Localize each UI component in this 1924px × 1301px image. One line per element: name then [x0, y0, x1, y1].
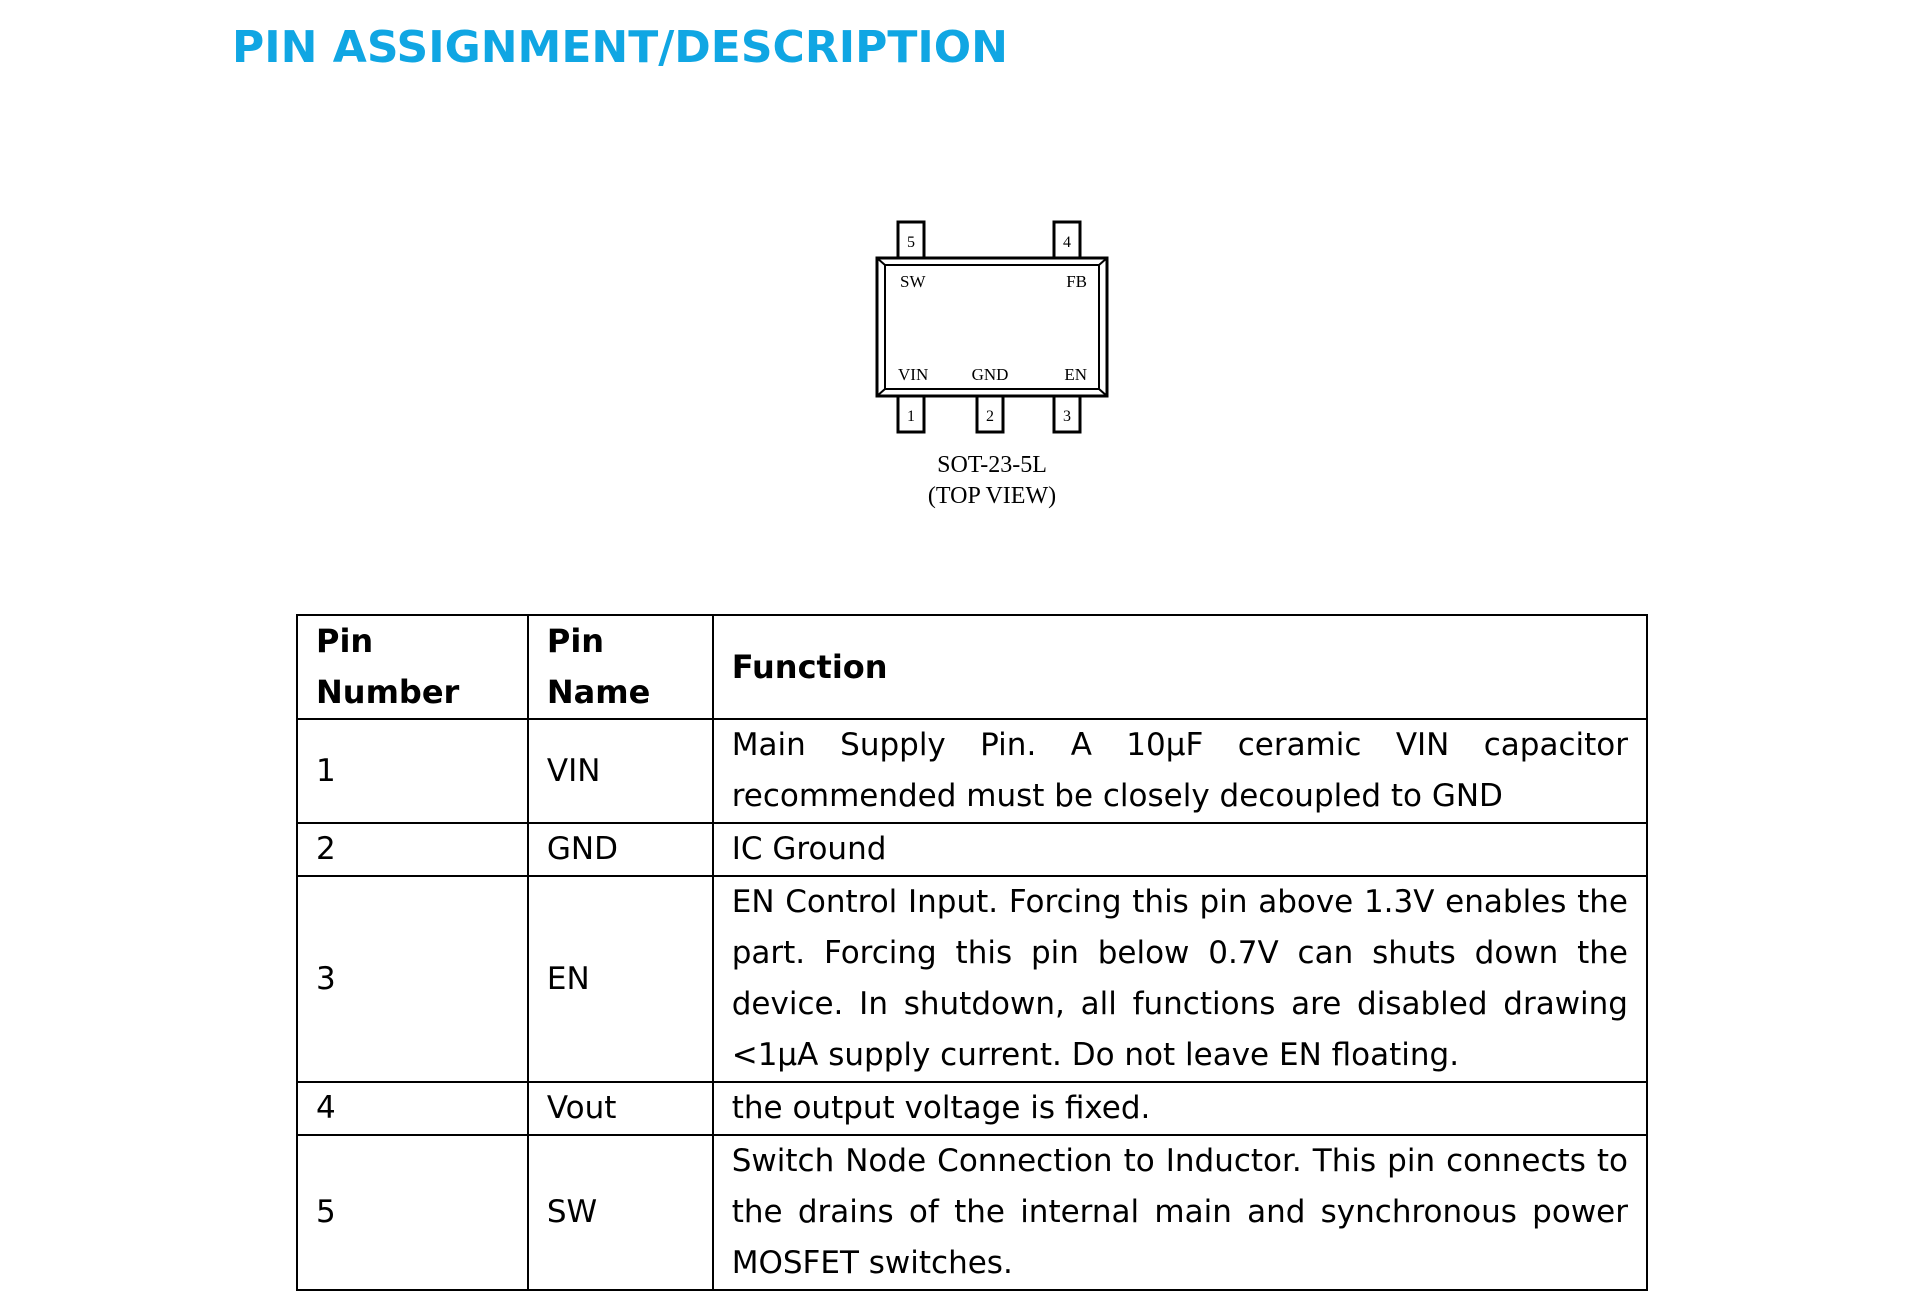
table-row	[297, 1135, 1647, 1290]
pin-label-vin: VIN	[898, 365, 929, 384]
header-pin-number: Pin Number	[297, 615, 528, 719]
pin-label-gnd: GND	[971, 365, 1009, 384]
pin-name-cell: EN	[528, 876, 713, 1082]
pin-name-cell: GND	[528, 823, 713, 876]
pin-3-number: 3	[1063, 408, 1071, 425]
header-pin-name-line1: Pin	[546, 622, 605, 660]
page-title: PIN ASSIGNMENT/DESCRIPTION	[232, 22, 1008, 73]
pin-label-en: EN	[1064, 365, 1087, 384]
table-row	[297, 876, 1647, 1082]
pin-description-table	[296, 614, 1648, 1291]
pin-1-number: 1	[907, 408, 915, 425]
header-pin-name-line2: Name	[546, 673, 651, 711]
pin-number-cell: 2	[297, 823, 528, 876]
pin-number-cell: 5	[297, 1135, 528, 1290]
header-function: Function	[713, 615, 1647, 719]
header-pin-name	[528, 615, 713, 719]
pin-number-cell: 4	[297, 1082, 528, 1135]
package-drawing	[860, 210, 1120, 520]
pin-name-cell: Vout	[528, 1082, 713, 1135]
table-row	[297, 1082, 1647, 1135]
pin-function-cell: Main Supply Pin. A 10µF ceramic VIN capacitor recommended must be closely decoupled to GND	[713, 719, 1647, 823]
table-header-row	[297, 615, 1647, 719]
pin-function-cell: the output voltage is fixed.	[713, 1082, 1647, 1135]
sot23-package-diagram	[860, 210, 1120, 520]
pin-5-number: 5	[907, 234, 915, 251]
pin-name-cell: SW	[528, 1135, 713, 1290]
pin-label-sw: SW	[900, 272, 926, 291]
pin-2-number: 2	[986, 408, 994, 425]
table-row	[297, 823, 1647, 876]
pin-label-fb: FB	[1066, 272, 1087, 291]
pin-function-cell: IC Ground	[713, 823, 1647, 876]
pin-number-cell: 1	[297, 719, 528, 823]
package-view-caption: (TOP VIEW)	[927, 483, 1057, 509]
pin-4-number: 4	[1063, 234, 1071, 251]
pin-number-cell: 3	[297, 876, 528, 1082]
pin-function-cell: Switch Node Connection to Inductor. This pin connects to the drains of the internal main and synchronous power MOSFET switches.	[713, 1135, 1647, 1290]
table-row	[297, 719, 1647, 823]
pin-name-cell: VIN	[528, 719, 713, 823]
pin-function-cell: EN Control Input. Forcing this pin above 1.3V enables the part. Forcing this pin below 0.7V can shuts down the device. In shutdown, all functions are disabled drawing <1µA supply current. Do not leave EN floating.	[713, 876, 1647, 1082]
package-caption: SOT-23-5L	[937, 452, 1047, 478]
